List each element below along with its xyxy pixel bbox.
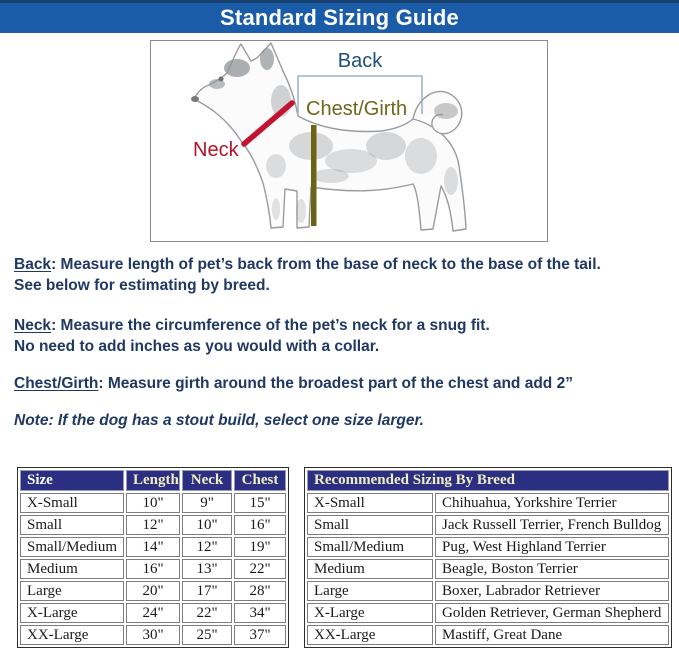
back-instructions — [14, 254, 601, 296]
table-cell: Large — [307, 581, 433, 601]
back-measure-label: Back — [337, 50, 383, 72]
table-cell: Jack Russell Terrier, French Bulldog — [435, 515, 669, 535]
table-row — [307, 603, 669, 623]
table-cell: 16" — [126, 559, 180, 579]
table-cell: 12" — [126, 515, 180, 535]
neck-term: Neck — [14, 317, 52, 334]
table-cell: Small/Medium — [20, 537, 124, 557]
table-row — [307, 581, 669, 601]
neck-measure-label: Neck — [193, 139, 239, 161]
table-row — [20, 625, 286, 645]
table-cell: XX-Large — [307, 625, 433, 645]
table-cell: 10" — [126, 493, 180, 513]
back-rest: : Measure length of pet’s back from the base of neck to the base of the tail. — [51, 256, 601, 273]
table-cell: Small/Medium — [307, 537, 433, 557]
table-cell: 20" — [126, 581, 180, 601]
back-instruction-line2: See below for estimating by breed. — [14, 277, 270, 294]
table-cell: 10" — [182, 515, 232, 535]
table-row — [20, 581, 286, 601]
table-cell: Beagle, Boston Terrier — [435, 559, 669, 579]
table-cell: 9" — [182, 493, 232, 513]
breed-recommendation-table — [304, 467, 672, 648]
chest-term: Chest/Girth — [14, 375, 99, 392]
table-cell: Golden Retriever, German Shepherd — [435, 603, 669, 623]
neck-instructions — [14, 315, 490, 357]
table-cell: X-Small — [307, 493, 433, 513]
table-cell: XX-Large — [20, 625, 124, 645]
table-row — [307, 625, 669, 645]
table-row — [20, 559, 286, 579]
table-cell: 25" — [182, 625, 232, 645]
table-cell: 22" — [182, 603, 232, 623]
table-row — [307, 537, 669, 557]
chest-girth-line — [311, 125, 317, 226]
table-cell: 30" — [126, 625, 180, 645]
table-cell: 24" — [126, 603, 180, 623]
neck-rest: : Measure the circumference of the pet’s neck for a snug fit. — [51, 317, 490, 334]
table-row — [20, 603, 286, 623]
table-row — [307, 493, 669, 513]
table-cell: Small — [20, 515, 124, 535]
table-cell: 12" — [182, 537, 232, 557]
table-cell: Mastiff, Great Dane — [435, 625, 669, 645]
table-cell: Medium — [20, 559, 124, 579]
table-cell: 13" — [182, 559, 232, 579]
chest-rest: : Measure girth around the broadest part of the chest and add 2” — [98, 375, 573, 392]
table-row — [20, 515, 286, 535]
size-table-body — [20, 493, 286, 645]
table-row — [307, 515, 669, 535]
column-header-size: Size — [20, 470, 124, 491]
column-header-length: Length — [126, 470, 180, 491]
table-cell: 15" — [234, 493, 286, 513]
table-cell: X-Small — [20, 493, 124, 513]
column-header-neck: Neck — [182, 470, 232, 491]
chest-instructions — [14, 373, 573, 394]
dog-measurement-diagram — [150, 40, 548, 242]
table-cell: X-Large — [307, 603, 433, 623]
size-chart-table — [17, 467, 289, 648]
breed-table-header-row — [307, 470, 669, 491]
breed-table-header: Recommended Sizing By Breed — [307, 470, 669, 491]
back-term: Back — [14, 256, 52, 273]
breed-table-body — [307, 493, 669, 645]
neck-instruction-line1 — [14, 315, 490, 336]
table-cell: 19" — [234, 537, 286, 557]
title-bar — [0, 0, 679, 33]
table-row — [20, 493, 286, 513]
table-cell: Small — [307, 515, 433, 535]
table-cell: 28" — [234, 581, 286, 601]
chest-instruction-line1 — [14, 373, 573, 394]
table-cell: X-Large — [20, 603, 124, 623]
table-cell: 22" — [234, 559, 286, 579]
neck-instruction-line2: No need to add inches as you would with a collar. — [14, 338, 380, 355]
table-row — [307, 559, 669, 579]
table-cell: 17" — [182, 581, 232, 601]
table-cell: Pug, West Highland Terrier — [435, 537, 669, 557]
table-row — [20, 537, 286, 557]
table-cell: 14" — [126, 537, 180, 557]
size-table-header-row — [20, 470, 286, 491]
column-header-chest: Chest — [234, 470, 286, 491]
back-instruction-line1 — [14, 254, 601, 275]
table-cell: Boxer, Labrador Retriever — [435, 581, 669, 601]
stout-build-note: Note: If the dog has a stout build, select one size larger. — [14, 412, 424, 429]
table-cell: Chihuahua, Yorkshire Terrier — [435, 493, 669, 513]
page-title: Standard Sizing Guide — [220, 5, 459, 30]
table-cell: 16" — [234, 515, 286, 535]
table-cell: 34" — [234, 603, 286, 623]
table-cell: Medium — [307, 559, 433, 579]
table-cell: Large — [20, 581, 124, 601]
table-cell: 37" — [234, 625, 286, 645]
chest-girth-measure-label: Chest/Girth — [306, 98, 408, 120]
